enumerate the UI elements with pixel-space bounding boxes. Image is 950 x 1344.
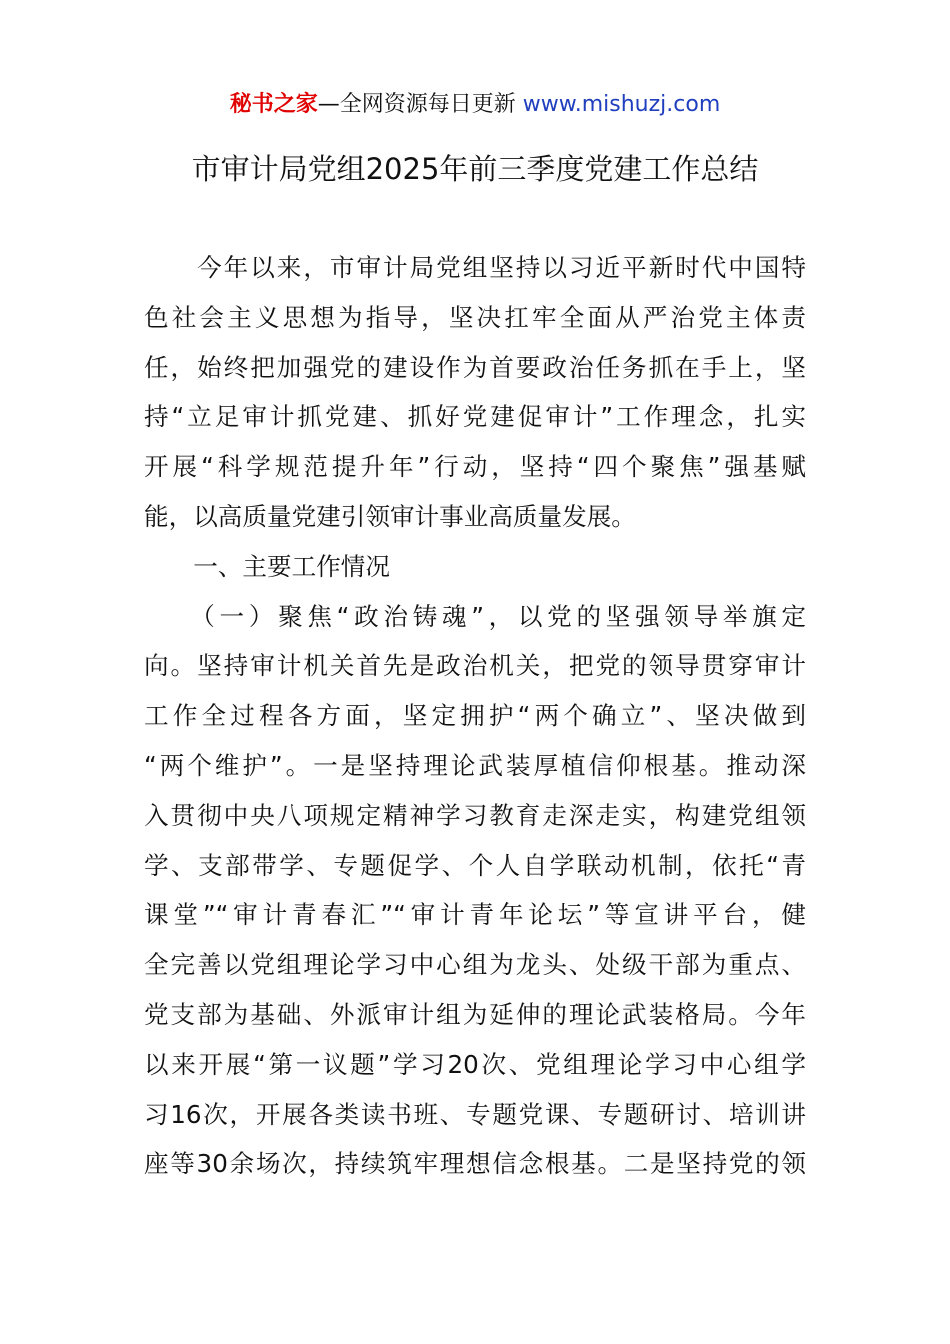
site-brand: 秘书之家 (229, 92, 318, 117)
document-body (144, 243, 806, 1189)
paragraph-line: 全完善以党组理论学习中心组为龙头、处级干部为重点、 (144, 950, 806, 980)
paragraph-line: 能，以高质量党建引领审计事业高质量发展。 (144, 501, 636, 531)
paragraph-line: （一）聚焦“政治铸魂”，以党的坚强领导举旗定 (144, 601, 806, 631)
site-header (0, 88, 950, 122)
paragraph-line: 课堂”“审计青春汇”“审计青年论坛”等宣讲平台，健 (144, 900, 806, 930)
paragraph-line: 入贯彻中央八项规定精神学习教育走深走实，构建党组领 (144, 800, 806, 830)
paragraph-line: 任，始终把加强党的建设作为首要政治任务抓在手上，坚 (144, 352, 806, 382)
paragraph-line: 习16次，开展各类读书班、专题党课、专题研讨、培训讲 (144, 1099, 806, 1129)
paragraph-line: 党支部为基础、外派审计组为延伸的理论武装格局。今年 (144, 999, 806, 1029)
paragraph-line: 持“立足审计抓党建、抓好党建促审计”工作理念，扎实 (144, 402, 806, 432)
document-title: 市审计局党组2025年前三季度党建工作总结 (191, 152, 759, 186)
paragraph-line: “两个维护”。一是坚持理论武装厚植信仰根基。推动深 (144, 750, 806, 780)
site-url-link[interactable]: www.mishuzj.com (522, 92, 721, 117)
section-heading: 一、主要工作情况 (144, 551, 390, 581)
paragraph-line: 座等30余场次，持续筑牢理想信念根基。二是坚持党的领 (144, 1149, 806, 1179)
paragraph-line: 开展“科学规范提升年”行动，坚持“四个聚焦”强基赋 (144, 452, 806, 482)
paragraph-line: 今年以来，市审计局党组坚持以习近平新时代中国特 (144, 253, 806, 282)
paragraph-line: 学、支部带学、专题促学、个人自学联动机制，依托“青 (144, 850, 806, 880)
paragraph-line: 工作全过程各方面，坚定拥护“两个确立”、坚决做到 (144, 701, 806, 731)
paragraph-line: 色社会主义思想为指导，坚决扛牢全面从严治党主体责 (144, 302, 806, 332)
paragraph-line: 以来开展“第一议题”学习20次、党组理论学习中心组学 (144, 1049, 806, 1079)
paragraph-line: 向。坚持审计机关首先是政治机关，把党的领导贯穿审计 (144, 651, 806, 681)
site-tagline: —全网资源每日更新 (317, 92, 516, 117)
